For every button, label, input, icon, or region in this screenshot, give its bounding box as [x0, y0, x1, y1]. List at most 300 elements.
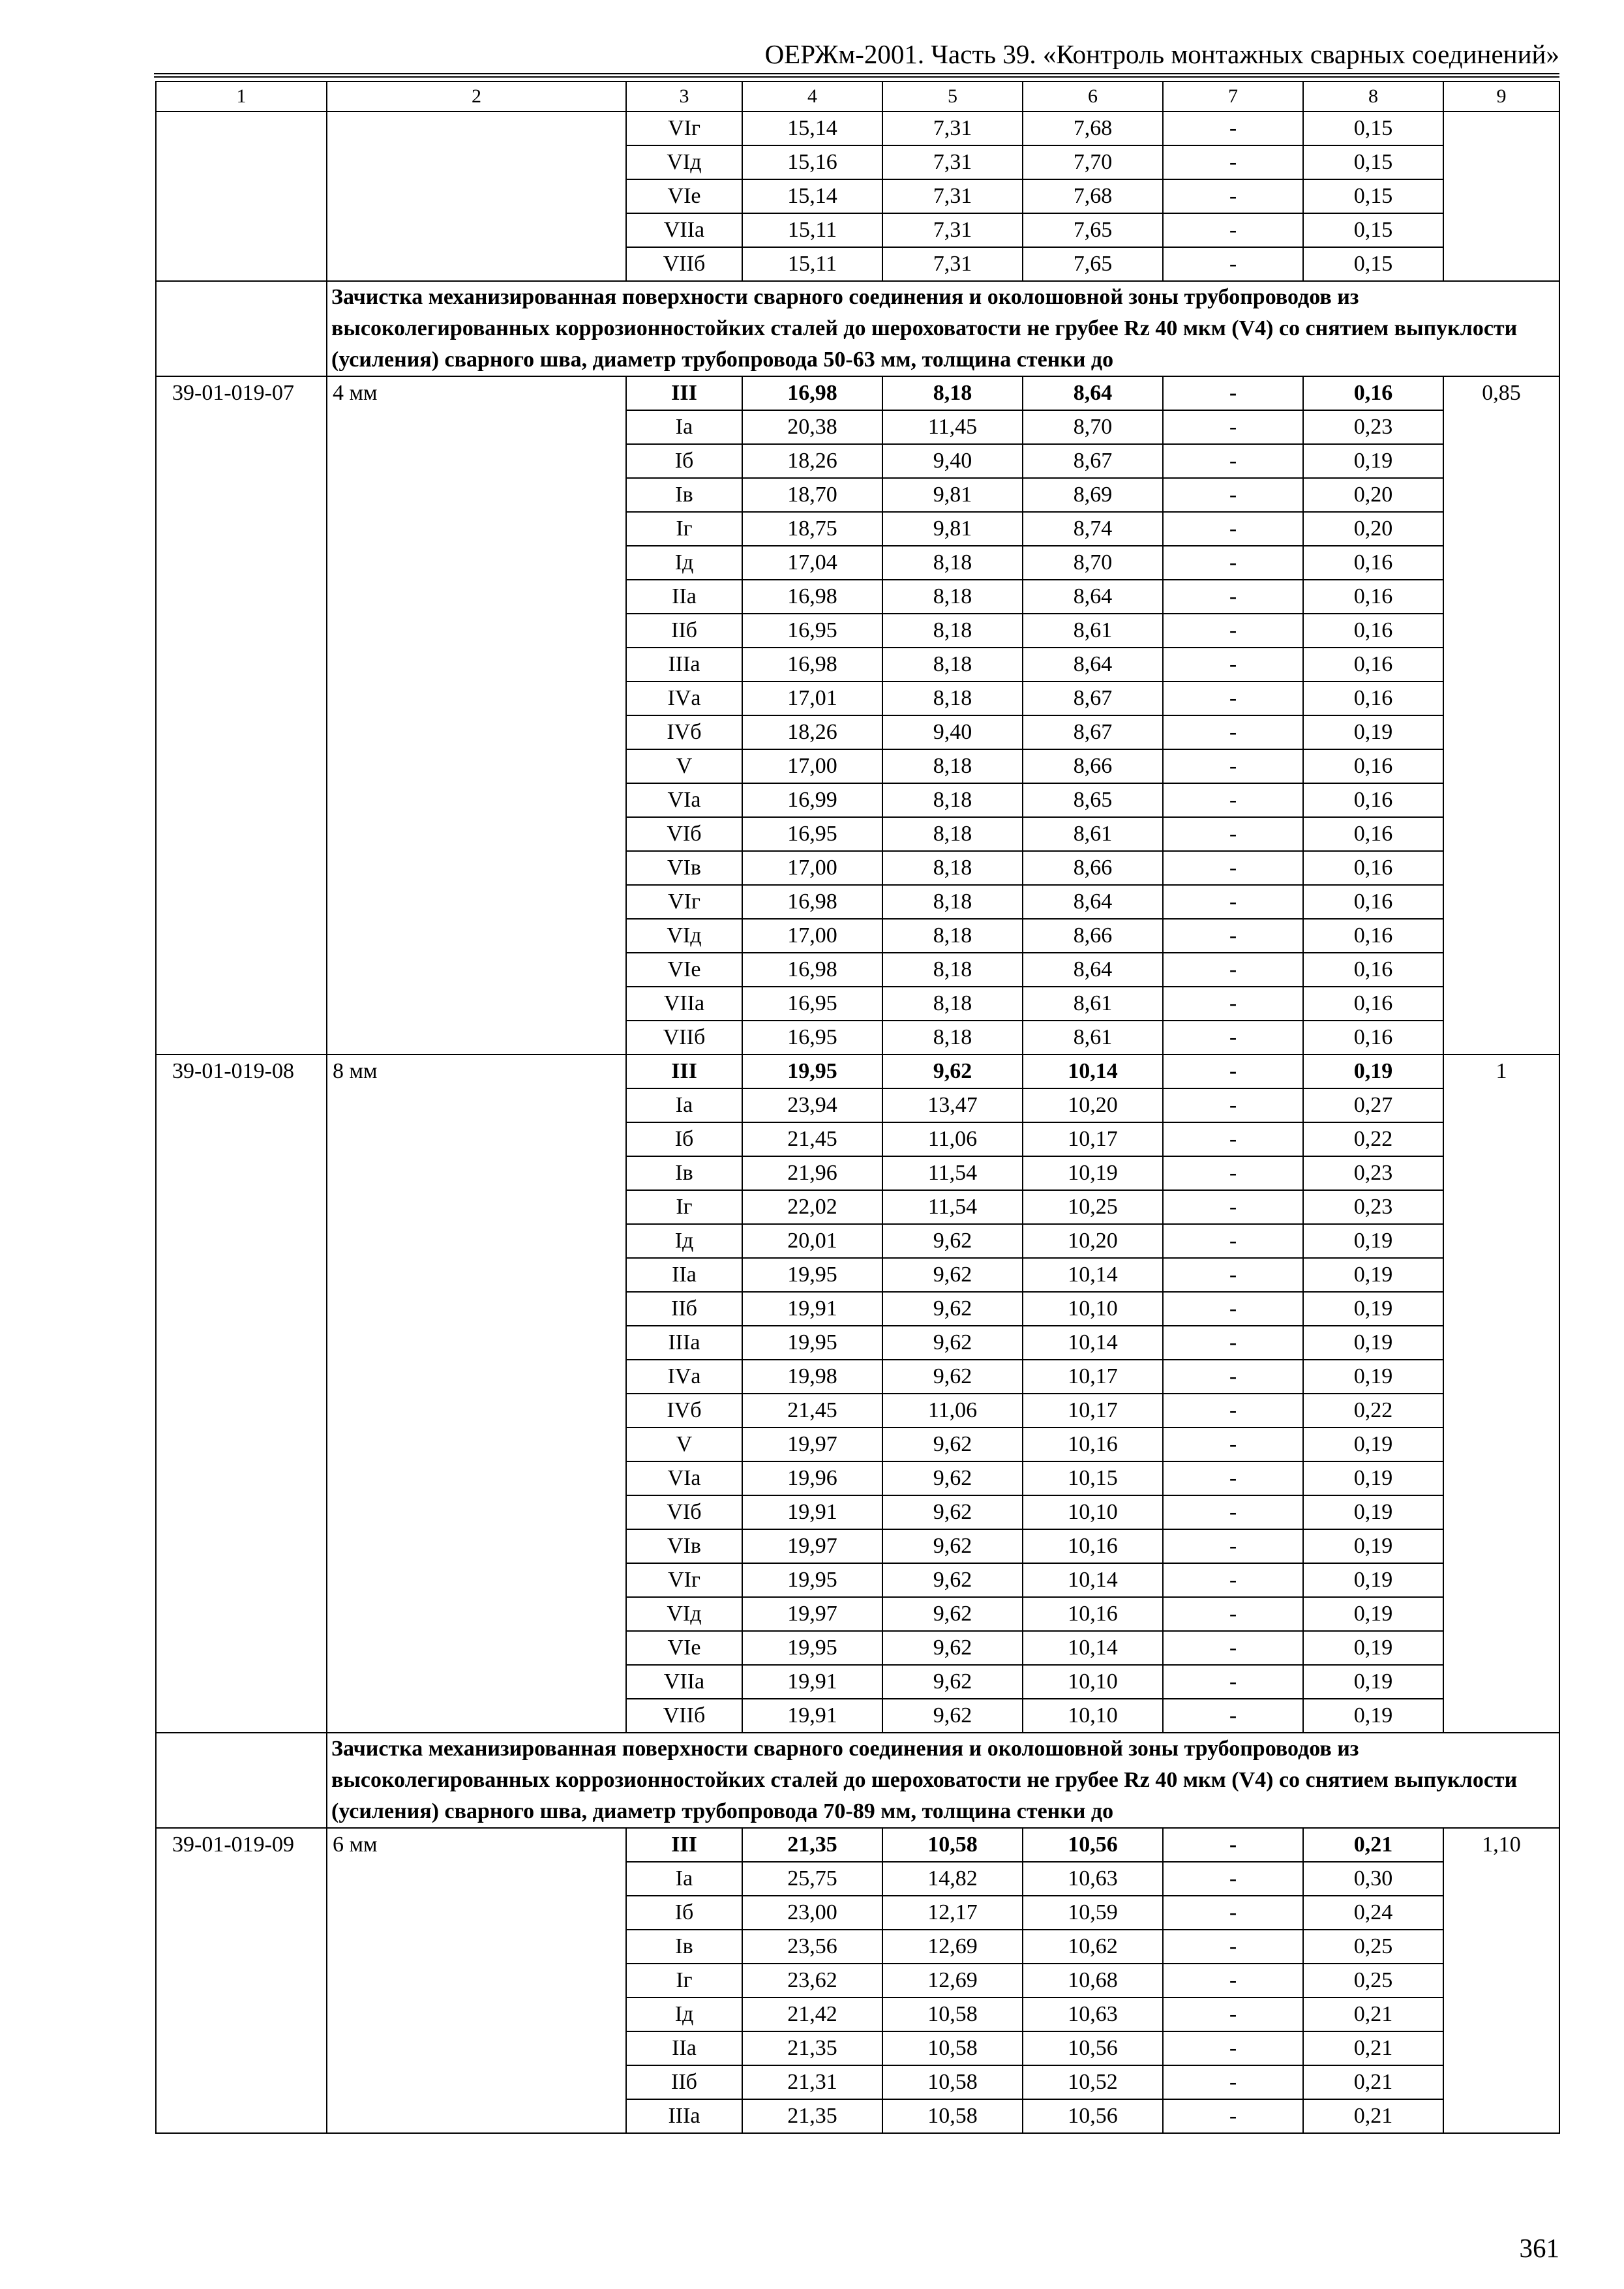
value-cell-c6: 10,63: [1023, 1862, 1163, 1896]
zone-cell: Iг: [626, 512, 742, 546]
value-cell-c5: 10,58: [882, 1997, 1023, 2031]
value-cell-c5: 9,62: [882, 1563, 1023, 1597]
value-cell-c7: -: [1163, 749, 1303, 783]
zone-cell: IIIа: [626, 1326, 742, 1360]
value-cell-c7: -: [1163, 546, 1303, 580]
value-cell-c5: 11,54: [882, 1190, 1023, 1224]
value-cell-c7: -: [1163, 478, 1303, 512]
value-cell-c6: 7,70: [1023, 145, 1163, 179]
value-cell-c7: -: [1163, 1088, 1303, 1122]
zone-cell: VIг: [626, 1563, 742, 1597]
section-heading-spacer: [156, 281, 327, 376]
value-cell-c7: -: [1163, 1156, 1303, 1190]
value-cell-c8: 0,22: [1303, 1122, 1443, 1156]
zone-cell: VIIа: [626, 987, 742, 1021]
section-heading-row: [156, 281, 1559, 376]
value-cell-c8: 0,19: [1303, 1326, 1443, 1360]
value-cell-c5: 8,18: [882, 953, 1023, 987]
value-cell-c8: 0,24: [1303, 1896, 1443, 1930]
value-cell-c8: 0,16: [1303, 987, 1443, 1021]
value-cell-c5: 10,58: [882, 2031, 1023, 2065]
value-cell-c5: 10,58: [882, 2065, 1023, 2099]
value-cell-c5: 10,58: [882, 1828, 1023, 1862]
value-cell-c7: -: [1163, 247, 1303, 281]
value-cell-c5: 9,40: [882, 715, 1023, 749]
value-cell-c6: 7,65: [1023, 213, 1163, 247]
value-cell-c4: 19,91: [742, 1292, 882, 1326]
value-cell-c7: -: [1163, 410, 1303, 444]
value-cell-c5: 8,18: [882, 817, 1023, 851]
page-number: 361: [1519, 2233, 1559, 2263]
value-cell-c4: 15,14: [742, 112, 882, 145]
zone-cell: IIб: [626, 1292, 742, 1326]
value-cell-c5: 8,18: [882, 614, 1023, 648]
value-cell-c8: 0,19: [1303, 1597, 1443, 1631]
value-cell-c4: 21,35: [742, 2031, 882, 2065]
zone-cell: IVб: [626, 715, 742, 749]
value-cell-c4: 18,70: [742, 478, 882, 512]
zone-cell: Iг: [626, 1190, 742, 1224]
value-cell-c5: 9,81: [882, 478, 1023, 512]
value-cell-c5: 7,31: [882, 179, 1023, 213]
value-cell-c5: 12,69: [882, 1964, 1023, 1997]
zone-cell: VIб: [626, 817, 742, 851]
zone-cell: Iа: [626, 1088, 742, 1122]
value-cell-c8: 0,16: [1303, 681, 1443, 715]
value-cell-c5: 9,62: [882, 1597, 1023, 1631]
value-cell-c8: 0,21: [1303, 1828, 1443, 1862]
value-cell-c8: 0,15: [1303, 145, 1443, 179]
zone-cell: V: [626, 1428, 742, 1461]
value-cell-c4: 16,99: [742, 783, 882, 817]
value-cell-c7: -: [1163, 145, 1303, 179]
value-cell-c4: 17,00: [742, 851, 882, 885]
zone-cell: VIг: [626, 885, 742, 919]
value-cell-c6: 10,10: [1023, 1292, 1163, 1326]
zone-cell: VIе: [626, 179, 742, 213]
value-cell-c8: 0,21: [1303, 2065, 1443, 2099]
zone-cell: IIIа: [626, 2099, 742, 2133]
zone-cell: VIб: [626, 1495, 742, 1529]
zone-cell: Iв: [626, 1156, 742, 1190]
value-cell-c7: -: [1163, 1862, 1303, 1896]
table-row: [156, 1055, 1559, 1088]
rate-code: 39-01-019-07: [156, 376, 327, 1055]
coefficient: [1443, 112, 1559, 281]
zone-cell: VIIб: [626, 1699, 742, 1733]
value-cell-c8: 0,20: [1303, 478, 1443, 512]
section-heading: Зачистка механизированная поверхности сварного соединения и околошовной зоны трубопроводов из высоколегированных коррозионностойких сталей до шероховатости не грубее Rz 40 мкм (V4) со снятием выпуклости (усиления) сварного шва, диаметр трубопровода 50-63 мм, толщина стенки до: [327, 281, 1559, 376]
value-cell-c4: 15,11: [742, 213, 882, 247]
value-cell-c5: 7,31: [882, 213, 1023, 247]
zone-cell: IIа: [626, 1258, 742, 1292]
value-cell-c6: 10,59: [1023, 1896, 1163, 1930]
value-cell-c6: 10,20: [1023, 1224, 1163, 1258]
value-cell-c5: 8,18: [882, 681, 1023, 715]
value-cell-c4: 18,26: [742, 444, 882, 478]
coefficient: 1: [1443, 1055, 1559, 1733]
value-cell-c7: -: [1163, 1665, 1303, 1699]
value-cell-c8: 0,20: [1303, 512, 1443, 546]
value-cell-c4: 20,38: [742, 410, 882, 444]
value-cell-c6: 10,16: [1023, 1428, 1163, 1461]
value-cell-c6: 8,61: [1023, 817, 1163, 851]
rate-code: [156, 112, 327, 281]
value-cell-c8: 0,15: [1303, 247, 1443, 281]
value-cell-c4: 17,01: [742, 681, 882, 715]
value-cell-c8: 0,16: [1303, 648, 1443, 681]
value-cell-c8: 0,23: [1303, 410, 1443, 444]
value-cell-c7: -: [1163, 648, 1303, 681]
coefficient: 0,85: [1443, 376, 1559, 1055]
value-cell-c5: 8,18: [882, 885, 1023, 919]
value-cell-c8: 0,19: [1303, 1292, 1443, 1326]
value-cell-c6: 8,67: [1023, 444, 1163, 478]
value-cell-c6: 10,20: [1023, 1088, 1163, 1122]
value-cell-c6: 7,68: [1023, 112, 1163, 145]
value-cell-c6: 10,14: [1023, 1258, 1163, 1292]
value-cell-c4: 19,95: [742, 1326, 882, 1360]
value-cell-c8: 0,15: [1303, 112, 1443, 145]
value-cell-c4: 15,11: [742, 247, 882, 281]
zone-cell: VIв: [626, 1529, 742, 1563]
value-cell-c8: 0,16: [1303, 953, 1443, 987]
value-cell-c6: 10,16: [1023, 1529, 1163, 1563]
zone-cell: IVа: [626, 681, 742, 715]
value-cell-c5: 9,62: [882, 1529, 1023, 1563]
value-cell-c4: 16,95: [742, 1021, 882, 1055]
value-cell-c7: -: [1163, 1930, 1303, 1964]
column-number: 8: [1303, 82, 1443, 112]
value-cell-c6: 10,17: [1023, 1394, 1163, 1428]
value-cell-c5: 11,06: [882, 1122, 1023, 1156]
value-cell-c8: 0,19: [1303, 1665, 1443, 1699]
zone-cell: VIд: [626, 1597, 742, 1631]
value-cell-c5: 9,62: [882, 1360, 1023, 1394]
value-cell-c6: 10,16: [1023, 1597, 1163, 1631]
value-cell-c7: -: [1163, 112, 1303, 145]
value-cell-c6: 10,14: [1023, 1326, 1163, 1360]
zone-cell: IIб: [626, 2065, 742, 2099]
value-cell-c4: 16,98: [742, 953, 882, 987]
value-cell-c8: 0,19: [1303, 1055, 1443, 1088]
table-row: [156, 376, 1559, 410]
value-cell-c5: 9,40: [882, 444, 1023, 478]
value-cell-c5: 11,45: [882, 410, 1023, 444]
zone-cell: IIб: [626, 614, 742, 648]
value-cell-c8: 0,19: [1303, 1258, 1443, 1292]
value-cell-c8: 0,16: [1303, 1021, 1443, 1055]
value-cell-c4: 21,42: [742, 1997, 882, 2031]
zone-cell: IVб: [626, 1394, 742, 1428]
zone-cell: VIа: [626, 783, 742, 817]
value-cell-c6: 10,68: [1023, 1964, 1163, 1997]
value-cell-c6: 8,64: [1023, 648, 1163, 681]
value-cell-c5: 12,69: [882, 1930, 1023, 1964]
value-cell-c8: 0,19: [1303, 1699, 1443, 1733]
value-cell-c4: 19,95: [742, 1055, 882, 1088]
rate-code: 39-01-019-09: [156, 1828, 327, 2133]
value-cell-c7: -: [1163, 213, 1303, 247]
value-cell-c5: 8,18: [882, 749, 1023, 783]
value-cell-c6: 7,65: [1023, 247, 1163, 281]
value-cell-c7: -: [1163, 1597, 1303, 1631]
section-heading-row: [156, 1733, 1559, 1828]
value-cell-c6: 8,70: [1023, 410, 1163, 444]
value-cell-c4: 23,94: [742, 1088, 882, 1122]
value-cell-c5: 8,18: [882, 376, 1023, 410]
value-cell-c8: 0,16: [1303, 546, 1443, 580]
value-cell-c7: -: [1163, 179, 1303, 213]
value-cell-c8: 0,19: [1303, 1461, 1443, 1495]
value-cell-c6: 10,25: [1023, 1190, 1163, 1224]
value-cell-c8: 0,16: [1303, 851, 1443, 885]
zone-cell: III: [626, 1828, 742, 1862]
value-cell-c4: 19,91: [742, 1495, 882, 1529]
value-cell-c7: -: [1163, 1258, 1303, 1292]
value-cell-c6: 10,52: [1023, 2065, 1163, 2099]
value-cell-c7: -: [1163, 1964, 1303, 1997]
value-cell-c7: -: [1163, 1360, 1303, 1394]
value-cell-c6: 8,67: [1023, 681, 1163, 715]
value-cell-c7: -: [1163, 1828, 1303, 1862]
value-cell-c6: 10,56: [1023, 1828, 1163, 1862]
page-header: ОЕРЖм-2001. Часть 39. «Контроль монтажных сварных соединений»: [764, 39, 1559, 69]
value-cell-c5: 9,62: [882, 1428, 1023, 1461]
value-cell-c6: 8,74: [1023, 512, 1163, 546]
value-cell-c4: 21,35: [742, 1828, 882, 1862]
value-cell-c8: 0,19: [1303, 1428, 1443, 1461]
value-cell-c4: 19,95: [742, 1563, 882, 1597]
value-cell-c8: 0,19: [1303, 1563, 1443, 1597]
value-cell-c5: 11,06: [882, 1394, 1023, 1428]
zone-cell: Iв: [626, 1930, 742, 1964]
value-cell-c6: 7,68: [1023, 179, 1163, 213]
value-cell-c6: 10,62: [1023, 1930, 1163, 1964]
value-cell-c7: -: [1163, 783, 1303, 817]
value-cell-c6: 10,63: [1023, 1997, 1163, 2031]
value-cell-c5: 13,47: [882, 1088, 1023, 1122]
value-cell-c5: 7,31: [882, 145, 1023, 179]
value-cell-c5: 9,62: [882, 1665, 1023, 1699]
value-cell-c8: 0,19: [1303, 1529, 1443, 1563]
value-cell-c4: 25,75: [742, 1862, 882, 1896]
value-cell-c4: 19,98: [742, 1360, 882, 1394]
value-cell-c4: 19,97: [742, 1597, 882, 1631]
value-cell-c7: -: [1163, 376, 1303, 410]
zone-cell: VIа: [626, 1461, 742, 1495]
table-row: [156, 1828, 1559, 1862]
zone-cell: VIIб: [626, 1021, 742, 1055]
table-row: [156, 112, 1559, 145]
value-cell-c7: -: [1163, 1495, 1303, 1529]
value-cell-c7: -: [1163, 1394, 1303, 1428]
value-cell-c8: 0,16: [1303, 614, 1443, 648]
value-cell-c8: 0,19: [1303, 1495, 1443, 1529]
value-cell-c8: 0,19: [1303, 1631, 1443, 1665]
value-cell-c6: 8,64: [1023, 376, 1163, 410]
value-cell-c4: 16,95: [742, 817, 882, 851]
value-cell-c8: 0,25: [1303, 1930, 1443, 1964]
value-cell-c7: -: [1163, 1326, 1303, 1360]
value-cell-c8: 0,30: [1303, 1862, 1443, 1896]
value-cell-c5: 11,54: [882, 1156, 1023, 1190]
value-cell-c5: 8,18: [882, 546, 1023, 580]
zone-cell: IIа: [626, 2031, 742, 2065]
zone-cell: Iа: [626, 410, 742, 444]
value-cell-c7: -: [1163, 2031, 1303, 2065]
value-cell-c7: -: [1163, 1529, 1303, 1563]
value-cell-c6: 8,64: [1023, 953, 1163, 987]
value-cell-c6: 10,56: [1023, 2099, 1163, 2133]
value-cell-c8: 0,16: [1303, 885, 1443, 919]
zone-cell: Iа: [626, 1862, 742, 1896]
value-cell-c6: 8,65: [1023, 783, 1163, 817]
value-cell-c5: 9,62: [882, 1326, 1023, 1360]
value-cell-c6: 10,14: [1023, 1563, 1163, 1597]
wall-thickness: 4 мм: [327, 376, 626, 1055]
value-cell-c4: 15,14: [742, 179, 882, 213]
value-cell-c4: 18,26: [742, 715, 882, 749]
value-cell-c7: -: [1163, 919, 1303, 953]
value-cell-c4: 22,02: [742, 1190, 882, 1224]
value-cell-c8: 0,16: [1303, 919, 1443, 953]
value-cell-c5: 8,18: [882, 987, 1023, 1021]
value-cell-c4: 16,98: [742, 580, 882, 614]
value-cell-c6: 10,17: [1023, 1122, 1163, 1156]
value-cell-c6: 8,61: [1023, 987, 1163, 1021]
column-number: 5: [882, 82, 1023, 112]
value-cell-c5: 7,31: [882, 112, 1023, 145]
value-cell-c7: -: [1163, 1631, 1303, 1665]
coefficient: 1,10: [1443, 1828, 1559, 2133]
value-cell-c7: -: [1163, 614, 1303, 648]
wall-thickness: 8 мм: [327, 1055, 626, 1733]
value-cell-c5: 7,31: [882, 247, 1023, 281]
value-cell-c8: 0,19: [1303, 715, 1443, 749]
value-cell-c4: 20,01: [742, 1224, 882, 1258]
value-cell-c5: 9,62: [882, 1258, 1023, 1292]
header-rule-top: [154, 73, 1559, 74]
value-cell-c7: -: [1163, 1292, 1303, 1326]
value-cell-c7: -: [1163, 1224, 1303, 1258]
zone-cell: Iд: [626, 1997, 742, 2031]
zone-cell: VIв: [626, 851, 742, 885]
value-cell-c8: 0,16: [1303, 376, 1443, 410]
value-cell-c6: 10,56: [1023, 2031, 1163, 2065]
zone-cell: VIе: [626, 1631, 742, 1665]
value-cell-c4: 16,95: [742, 987, 882, 1021]
column-number: 6: [1023, 82, 1163, 112]
value-cell-c6: 8,64: [1023, 885, 1163, 919]
value-cell-c5: 8,18: [882, 851, 1023, 885]
value-cell-c7: -: [1163, 2065, 1303, 2099]
value-cell-c4: 16,95: [742, 614, 882, 648]
value-cell-c7: -: [1163, 1997, 1303, 2031]
value-cell-c5: 9,81: [882, 512, 1023, 546]
value-cell-c5: 9,62: [882, 1055, 1023, 1088]
value-cell-c6: 8,61: [1023, 1021, 1163, 1055]
value-cell-c7: -: [1163, 1122, 1303, 1156]
value-cell-c8: 0,16: [1303, 580, 1443, 614]
zone-cell: V: [626, 749, 742, 783]
column-number: 7: [1163, 82, 1303, 112]
value-cell-c8: 0,16: [1303, 783, 1443, 817]
value-cell-c5: 9,62: [882, 1461, 1023, 1495]
value-cell-c7: -: [1163, 1699, 1303, 1733]
value-cell-c5: 9,62: [882, 1224, 1023, 1258]
value-cell-c4: 19,95: [742, 1258, 882, 1292]
column-number: 2: [327, 82, 626, 112]
zone-cell: Iб: [626, 1122, 742, 1156]
value-cell-c4: 21,35: [742, 2099, 882, 2133]
value-cell-c5: 9,62: [882, 1495, 1023, 1529]
value-cell-c6: 8,67: [1023, 715, 1163, 749]
value-cell-c4: 19,95: [742, 1631, 882, 1665]
value-cell-c4: 21,31: [742, 2065, 882, 2099]
value-cell-c7: -: [1163, 1563, 1303, 1597]
value-cell-c8: 0,23: [1303, 1190, 1443, 1224]
column-number: 9: [1443, 82, 1559, 112]
value-cell-c7: -: [1163, 1021, 1303, 1055]
section-heading-spacer: [156, 1733, 327, 1828]
rates-table: [155, 81, 1560, 2134]
zone-cell: VIд: [626, 145, 742, 179]
zone-cell: VIIа: [626, 1665, 742, 1699]
value-cell-c8: 0,21: [1303, 2099, 1443, 2133]
value-cell-c6: 8,66: [1023, 749, 1163, 783]
value-cell-c8: 0,16: [1303, 817, 1443, 851]
value-cell-c8: 0,19: [1303, 444, 1443, 478]
value-cell-c7: -: [1163, 1055, 1303, 1088]
zone-cell: Iд: [626, 1224, 742, 1258]
value-cell-c7: -: [1163, 512, 1303, 546]
column-number: 3: [626, 82, 742, 112]
value-cell-c8: 0,27: [1303, 1088, 1443, 1122]
value-cell-c6: 10,15: [1023, 1461, 1163, 1495]
section-heading: Зачистка механизированная поверхности сварного соединения и околошовной зоны трубопроводов из высоколегированных коррозионностойких сталей до шероховатости не грубее Rz 40 мкм (V4) со снятием выпуклости (усиления) сварного шва, диаметр трубопровода 70-89 мм, толщина стенки до: [327, 1733, 1559, 1828]
zone-cell: Iг: [626, 1964, 742, 1997]
value-cell-c4: 16,98: [742, 885, 882, 919]
value-cell-c4: 21,96: [742, 1156, 882, 1190]
rate-code: 39-01-019-08: [156, 1055, 327, 1733]
value-cell-c4: 21,45: [742, 1394, 882, 1428]
value-cell-c4: 18,75: [742, 512, 882, 546]
value-cell-c5: 8,18: [882, 1021, 1023, 1055]
table-body: [156, 82, 1559, 2133]
value-cell-c5: 8,18: [882, 919, 1023, 953]
zone-cell: Iб: [626, 1896, 742, 1930]
value-cell-c7: -: [1163, 1461, 1303, 1495]
value-cell-c8: 0,23: [1303, 1156, 1443, 1190]
value-cell-c5: 14,82: [882, 1862, 1023, 1896]
value-cell-c4: 23,00: [742, 1896, 882, 1930]
value-cell-c8: 0,16: [1303, 749, 1443, 783]
value-cell-c7: -: [1163, 817, 1303, 851]
value-cell-c8: 0,19: [1303, 1224, 1443, 1258]
value-cell-c4: 15,16: [742, 145, 882, 179]
zone-cell: Iд: [626, 546, 742, 580]
value-cell-c5: 8,18: [882, 580, 1023, 614]
value-cell-c7: -: [1163, 444, 1303, 478]
value-cell-c6: 8,66: [1023, 851, 1163, 885]
value-cell-c7: -: [1163, 953, 1303, 987]
zone-cell: Iб: [626, 444, 742, 478]
zone-cell: IVа: [626, 1360, 742, 1394]
value-cell-c6: 8,66: [1023, 919, 1163, 953]
value-cell-c7: -: [1163, 681, 1303, 715]
value-cell-c7: -: [1163, 1896, 1303, 1930]
